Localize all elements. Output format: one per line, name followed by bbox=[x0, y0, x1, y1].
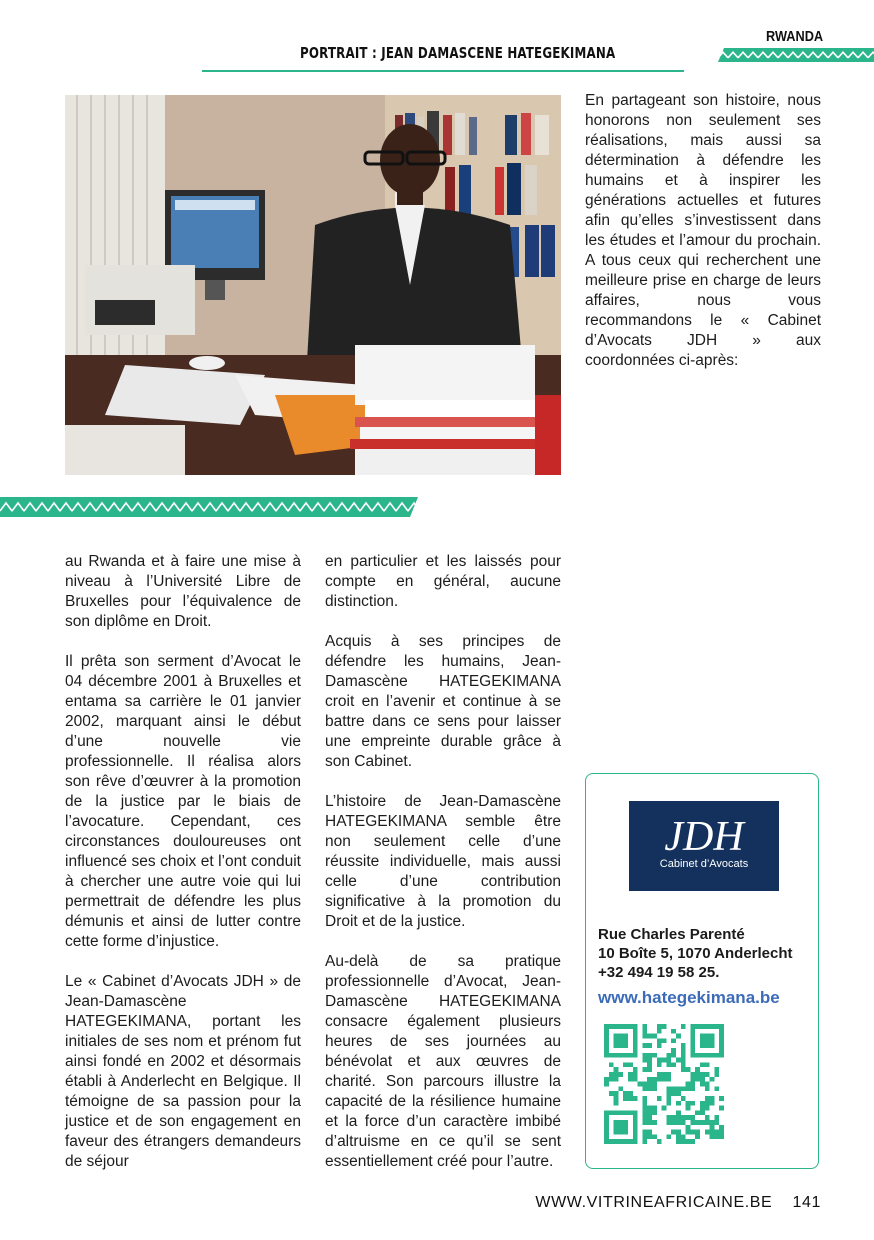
footer-website: WWW.VITRINEAFRICAINE.BE bbox=[535, 1194, 773, 1211]
website-link[interactable]: www.hategekimana.be bbox=[598, 988, 780, 1007]
contact-address bbox=[598, 925, 793, 982]
decorative-pattern-middle bbox=[0, 497, 430, 517]
qr-code-icon[interactable] bbox=[604, 1024, 724, 1144]
portrait-photo bbox=[65, 95, 561, 475]
article-column-middle bbox=[325, 552, 561, 1192]
intro-text-column bbox=[585, 91, 821, 391]
decorative-pattern-top bbox=[718, 48, 874, 62]
paragraph: Au-delà de sa pratique professionnelle d’Avocat, Jean-Damascène HATEGEKIMANA consacre également plusieurs heures de ses journées au bénévolat et aux œuvres de charité. Son parcours illustre la capacité de la résilience humaine et la force d’un caractère imbibé d’altruisme en ce qu’il se sent essentiellement créé pour l’autre. bbox=[325, 953, 561, 1170]
paragraph: En partageant son histoire, nous honorons non seulement ses réalisations, mais aussi sa détermination à défendre les humains et à inspirer les générations actuelles et futures afin qu’elles s’investissent dans les études et l’amour du prochain. A tous ceux qui recherchent une meilleure prise en charge de leurs affaires, nous vous recommandons le « Cabinet d’Avocats JDH » aux coordonnées ci-après: bbox=[585, 92, 821, 369]
page-title: PORTRAIT : JEAN DAMASCENE HATEGEKIMANA bbox=[300, 44, 616, 62]
section-tag: RWANDA bbox=[766, 28, 824, 45]
paragraph: Le « Cabinet d’Avocats JDH » de Jean-Damascène HATEGEKIMANA, portant les initiales de ses nom et prénom fut ainsi fondé en 2002 et désormais établi à Anderlecht en Belgique. Il témoigne de sa passion pour la justice et de son engagement en faveur des étrangers demandeurs de séjour bbox=[65, 973, 301, 1170]
page-footer bbox=[535, 1194, 821, 1212]
page-number: 141 bbox=[792, 1194, 821, 1211]
address-line: 10 Boîte 5, 1070 Anderlecht bbox=[598, 945, 793, 962]
article-column-left bbox=[65, 552, 301, 1192]
paragraph: L’histoire de Jean-Damascène HATEGEKIMANA semble être non seulement celle d’une réussite individuelle, mais aussi celle d’une contribution significative à la promotion du Droit et de la justice. bbox=[325, 793, 561, 930]
header-divider bbox=[202, 70, 684, 72]
jdh-logo bbox=[629, 801, 779, 891]
paragraph: Acquis à ses principes de défendre les humains, Jean-Damascène HATEGEKIMANA croit en l’avenir et continue à se battre dans ce sens pour laisser une empreinte durable grâce à son Cabinet. bbox=[325, 633, 561, 770]
paragraph: au Rwanda et à faire une mise à niveau à l’Université Libre de Bruxelles pour l’équivalence de son diplôme en Droit. bbox=[65, 553, 301, 630]
logo-subtitle: Cabinet d’Avocats bbox=[659, 858, 749, 870]
paragraph: en particulier et les laissés pour compte en général, aucune distinction. bbox=[325, 553, 561, 610]
phone-number: +32 494 19 58 25. bbox=[598, 964, 720, 981]
address-line: Rue Charles Parenté bbox=[598, 926, 745, 943]
logo-wordmark: JDH bbox=[664, 814, 744, 860]
contact-card bbox=[585, 773, 819, 1169]
paragraph: Il prêta son serment d’Avocat le 04 décembre 2001 à Bruxelles et entama sa carrière le 01 janvier 2002, marquant ainsi le début d’une nouvelle vie professionnelle. Il réalisa alors son rêve d’œuvrer à la promotion de la justice par le biais de l’avocature. Cependant, ces circonstances douloureuses ont influencé ses choix et l’ont conduit à chercher une autre voie qui lui permettrait de défendre les plus démunis et ainsi de lutter contre cette forme d’injustice. bbox=[65, 653, 301, 950]
